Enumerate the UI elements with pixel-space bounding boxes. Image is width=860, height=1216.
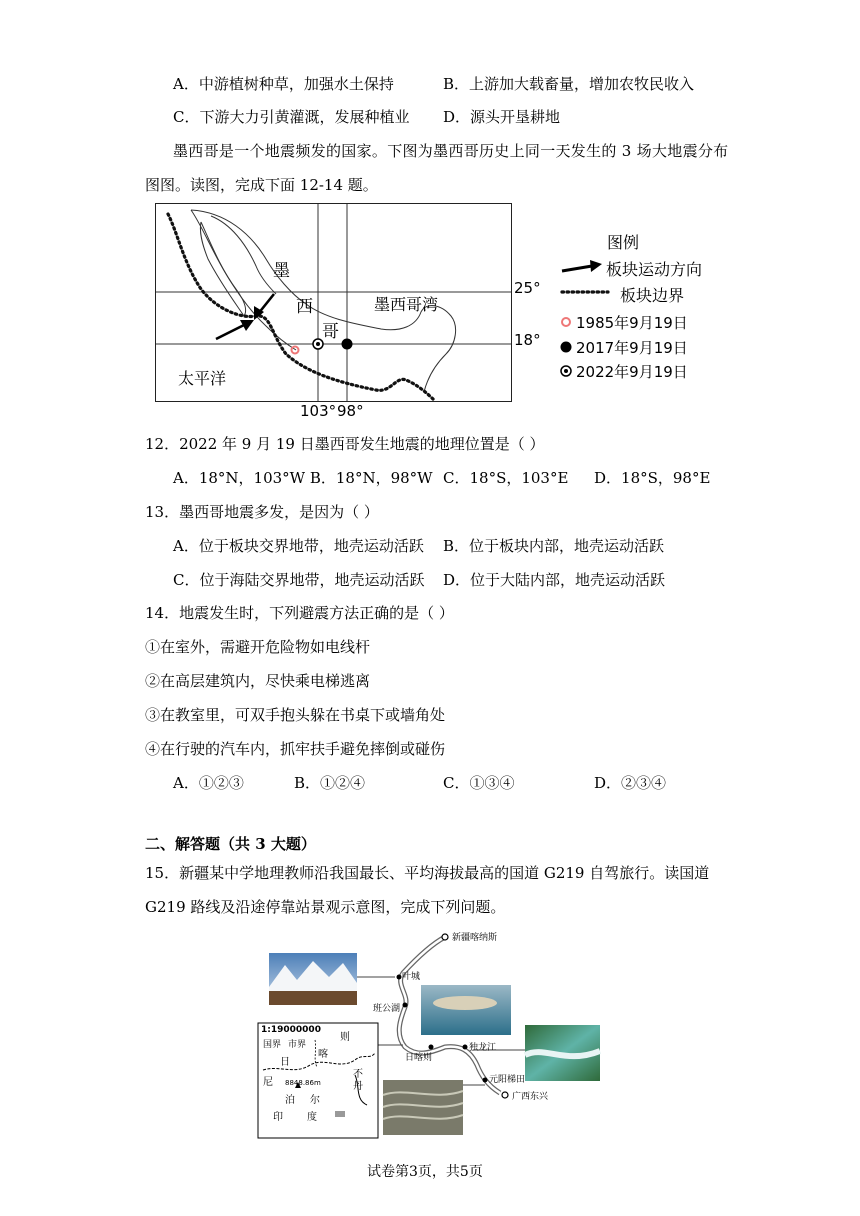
inset-ri: 日 <box>280 1057 290 1068</box>
q13-option-c: C．位于海陆交界地带，地壳运动活跃 <box>173 571 425 589</box>
q12-stem: 12．2022 年 9 月 19 日墨西哥发生地震的地理位置是（ ） <box>145 435 545 453</box>
q12-option-d: D．18°S，98°E <box>594 469 711 487</box>
stop-yecheng: 叶城 <box>402 972 421 982</box>
dotted-line-icon <box>560 288 610 296</box>
inset-ka: 喀 <box>318 1049 328 1060</box>
inset-ni: 尼 <box>263 1077 273 1088</box>
map-label-mo: 墨 <box>273 261 290 281</box>
legend-eq2022: 2022年9月19日 <box>576 363 688 381</box>
q14-item-1: ①在室外，需避开危险物如电线杆 <box>145 638 371 656</box>
plate-arrow-left <box>216 324 246 339</box>
intro-line-2: 图图。读图，完成下面 12-14 题。 <box>145 176 378 194</box>
q12-option-c: C．18°S，103°E <box>443 469 569 487</box>
lat-18-label: 18° <box>514 331 541 349</box>
q15-line-1: 15．新疆某中学地理教师沿我国最长、平均海拔最高的国道 G219 自驾旅行。读国道 <box>145 864 710 882</box>
q12-options-ab: A．18°N，103°W B．18°N，98°W <box>173 469 433 487</box>
mountain-photo <box>269 953 357 1005</box>
arrow-icon <box>560 260 605 276</box>
q13-option-a: A．位于板块交界地带，地壳运动活跃 <box>173 537 424 555</box>
inset-bu: 不 <box>353 1069 363 1080</box>
q15-line-2: G219 路线及沿途停靠站景观示意图，完成下列问题。 <box>145 898 506 916</box>
map-label-xi: 西 <box>296 297 313 317</box>
q11-option-b: B．上游加大载畜量，增加农牧民收入 <box>443 75 695 93</box>
inset-du: 度 <box>307 1112 317 1123</box>
q14-item-4: ④在行驶的汽车内，抓牢扶手避免摔倒或碰伤 <box>145 740 446 758</box>
q14-option-a: A．①②③ <box>173 774 244 792</box>
legend-boundary-label: 板块边界 <box>620 286 685 305</box>
g219-route-map <box>255 925 605 1140</box>
stop-kanas: 新疆喀纳斯 <box>452 933 498 943</box>
lat-25-label: 25° <box>514 279 541 297</box>
pink-circle-icon <box>559 315 573 329</box>
page-footer: 试卷第3页，共5页 <box>367 1164 483 1180</box>
legend-eq1985: 1985年9月19日 <box>576 314 688 332</box>
q13-stem: 13．墨西哥地震多发，是因为（ ） <box>145 503 379 521</box>
lake-photo <box>421 985 511 1035</box>
legend-arrow-label: 板块运动方向 <box>606 260 703 279</box>
stop-dongxing: 广西东兴 <box>512 1092 549 1102</box>
map-label-pacific: 太平洋 <box>178 369 227 388</box>
inset-dan: 丹 <box>353 1081 363 1092</box>
q13-option-d: D．位于大陆内部，地壳运动活跃 <box>443 571 666 589</box>
map-label-gulf: 墨西哥湾 <box>374 295 439 314</box>
inset-scale: 1:19000000 <box>261 1025 321 1035</box>
intro-line-1: 墨西哥是一个地震频发的国家。下图为墨西哥历史上同一天发生的 3 场大地震分布 <box>173 142 729 160</box>
q11-option-c: C．下游大力引黄灌溉，发展种植业 <box>173 108 410 126</box>
stop-rikaze: 日喀则 <box>405 1053 433 1063</box>
inset-everest: 8848.86m <box>285 1079 321 1087</box>
legend-eq2017: 2017年9月19日 <box>576 339 688 357</box>
stop-bangong: 班公湖 <box>373 1004 401 1014</box>
stop-yuanyang: 元阳梯田 <box>489 1075 526 1085</box>
q14-option-d: D．②③④ <box>594 774 667 792</box>
q11-option-d: D．源头开垦耕地 <box>443 108 561 126</box>
inset-legend-city: 市界 <box>288 1040 307 1050</box>
q14-item-3: ③在教室里，可双手抱头躲在书桌下或墙角处 <box>145 706 446 724</box>
inset-er: 尔 <box>310 1095 320 1106</box>
lon-103-label: 103° <box>300 402 337 420</box>
black-dot-icon <box>559 340 573 354</box>
terrace-photo <box>383 1080 463 1135</box>
section-heading: 二、解答题（共 3 大题） <box>145 835 316 853</box>
mexico-earthquake-map <box>155 203 512 402</box>
inset-ze: 则 <box>340 1032 350 1043</box>
q14-stem: 14．地震发生时，下列避震方法正确的是（ ） <box>145 604 454 622</box>
eq-1985-marker <box>292 347 299 354</box>
q14-option-c: C．①③④ <box>443 774 515 792</box>
q14-option-b: B．①②④ <box>294 774 366 792</box>
legend-title: 图例 <box>607 233 640 252</box>
inset-legend-border: 国界 <box>263 1040 282 1050</box>
inset-yin: 印 <box>273 1112 283 1123</box>
stop-dulong: 独龙江 <box>469 1043 497 1053</box>
map-label-ge: 哥 <box>322 322 339 342</box>
q14-item-2: ②在高层建筑内，尽快乘电梯逃离 <box>145 672 371 690</box>
double-circle-icon <box>559 364 573 378</box>
lon-98-label: 98° <box>337 402 364 420</box>
inset-bo: 泊 <box>285 1095 295 1106</box>
river-photo <box>525 1025 600 1081</box>
q11-option-a: A．中游植树种草，加强水土保持 <box>173 75 394 93</box>
eq-2017-marker <box>342 339 353 350</box>
q13-option-b: B．位于板块内部，地壳运动活跃 <box>443 537 665 555</box>
